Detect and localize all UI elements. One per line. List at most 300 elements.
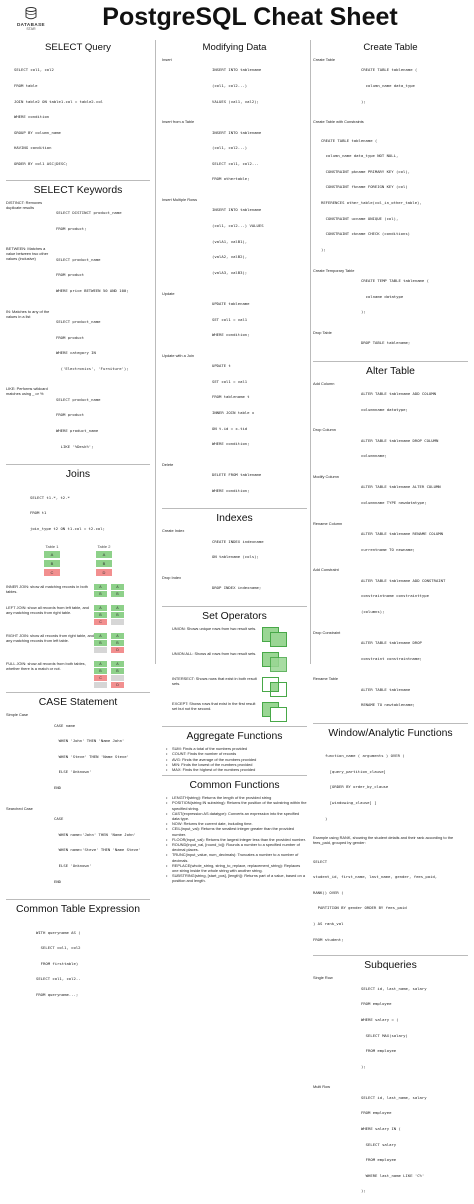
code-line: (valA1, valB1), bbox=[212, 238, 248, 244]
code-line: SET col1 = val1 bbox=[212, 316, 248, 322]
modify-code bbox=[212, 353, 307, 457]
modify-code bbox=[212, 462, 307, 504]
alter-add-constraint bbox=[313, 567, 468, 624]
create-label: Create Table bbox=[313, 57, 335, 62]
alter-label: Rename Column bbox=[313, 520, 343, 526]
code-line: END bbox=[54, 878, 62, 884]
join-cell: A bbox=[94, 584, 107, 590]
code-line: (valA3, valB3); bbox=[212, 269, 248, 275]
database-star-logo bbox=[8, 6, 54, 34]
create-table bbox=[313, 57, 468, 114]
index-code bbox=[212, 575, 307, 601]
create-label: Create Temporary Table bbox=[313, 267, 355, 273]
table1-cell: C bbox=[44, 569, 60, 576]
code-line: WHEN 'John' THEN 'Name John' bbox=[54, 738, 125, 744]
code-line: ELSE 'Unknown' bbox=[54, 769, 92, 775]
section-heading-create-table: Create Table bbox=[363, 42, 418, 53]
join-cell: A bbox=[94, 605, 107, 611]
table2-cell: A bbox=[96, 551, 112, 558]
code-line: currentname TO newname; bbox=[361, 546, 415, 552]
union-all-diagram bbox=[260, 651, 290, 671]
column-left bbox=[6, 38, 150, 997]
column-divider bbox=[310, 40, 311, 664]
keyword-description: LIKE: Performs wildcard matches using _ or % bbox=[6, 386, 48, 397]
divider bbox=[162, 606, 307, 607]
code-line: FROM student; bbox=[313, 936, 344, 942]
join-description: LEFT JOIN: show all records from left table, and any matching records from right table. bbox=[6, 605, 89, 616]
database-star-icon bbox=[23, 6, 39, 22]
index-create bbox=[162, 528, 307, 570]
code-line: ALTER TABLE tablename DROP bbox=[361, 639, 422, 645]
code-line: SELECT product_name bbox=[56, 256, 101, 262]
create-code bbox=[361, 57, 468, 114]
set-union-all bbox=[162, 651, 307, 671]
table1-label: Table 1 bbox=[45, 544, 59, 550]
modify-delete bbox=[162, 462, 307, 504]
code-line: WHERE salary IN ( bbox=[361, 1125, 401, 1131]
subquery-multi-row bbox=[313, 1084, 468, 1204]
keyword-distinct bbox=[6, 200, 150, 242]
code-line: ON tablename (cols); bbox=[212, 554, 259, 560]
create-constraints-code bbox=[313, 127, 468, 262]
function-item: • LENGTH(string): Returns the length of the provided string bbox=[162, 795, 307, 800]
divider bbox=[162, 775, 307, 776]
code-line: (col1, col2...) bbox=[212, 83, 248, 89]
logo-name: DATABASE bbox=[16, 22, 46, 27]
code-line: DROP TABLE tablename; bbox=[361, 340, 411, 346]
section-heading-common-functions: Common Functions bbox=[189, 780, 280, 792]
join-cell: A bbox=[111, 661, 124, 667]
join-cell: C bbox=[94, 619, 107, 625]
code-line: CREATE TABLE tablename ( bbox=[321, 137, 378, 143]
code-line: FROM queryname...; bbox=[36, 991, 79, 997]
table2-values bbox=[96, 551, 112, 577]
code-line: SET col1 = val1 bbox=[212, 378, 248, 384]
join-cell: A bbox=[94, 633, 107, 639]
alter-rename-table bbox=[313, 676, 468, 718]
code-line: CONSTRAINT fkname FOREIGN KEY (col) bbox=[321, 184, 408, 190]
code-line: WHEN name='John' THEN 'Name John' bbox=[54, 831, 136, 837]
alter-rename-column bbox=[313, 521, 468, 563]
code-line: FROM product; bbox=[56, 225, 87, 231]
keyword-description: BETWEEN: Matches a value between two other values (inclusive) bbox=[6, 246, 49, 262]
select-query-code bbox=[6, 57, 150, 177]
code-line: WITH queryname AS ( bbox=[36, 929, 81, 935]
divider bbox=[6, 180, 150, 181]
code-line: WHERE condition; bbox=[212, 487, 250, 493]
join-cell: C bbox=[94, 675, 107, 681]
code-line: CASE bbox=[54, 816, 64, 822]
code-line: INNER JOIN table x bbox=[212, 410, 255, 415]
alter-label: Add Column bbox=[313, 380, 335, 386]
code-line: WHERE product_name bbox=[56, 428, 99, 433]
alter-label: Modify Column bbox=[313, 474, 339, 480]
section-heading-joins: Joins bbox=[65, 469, 91, 481]
code-line: SELECT col1, col2 bbox=[36, 945, 81, 951]
code-line: [ORDER BY order_by_clause bbox=[325, 784, 389, 790]
join-cell: B bbox=[111, 591, 124, 597]
column-middle bbox=[162, 38, 307, 884]
function-item: • ROUND(input_val, [round_to]): Rounds a number to a specified number of decimal places. bbox=[162, 842, 307, 852]
modify-label: Insert from a Table bbox=[162, 119, 195, 125]
code-line: ON t.id = x.tid bbox=[212, 425, 248, 431]
code-line: SELECT id, last_name, salary bbox=[361, 985, 427, 991]
code-line: [windowing_clause] ] bbox=[325, 799, 377, 805]
keyword-code bbox=[56, 309, 150, 382]
alter-code bbox=[361, 676, 468, 718]
join-result-right bbox=[111, 605, 124, 626]
join-result-right bbox=[111, 633, 124, 654]
code-line: INSERT INTO tablename bbox=[212, 67, 262, 73]
section-heading-window-functions: Window/Analytic Functions bbox=[328, 727, 453, 739]
code-line: HAVING condition bbox=[14, 145, 52, 151]
section-heading-alter-table: Alter Table bbox=[366, 365, 415, 377]
code-line: columnname TYPE newdatatype; bbox=[361, 500, 427, 506]
code-line: SELECT id, last_name, salary bbox=[361, 1094, 427, 1100]
code-line: LIKE '%Desk%'; bbox=[56, 443, 94, 449]
set-b bbox=[270, 707, 287, 722]
alter-modify-column bbox=[313, 474, 468, 516]
code-line: [query_partition_clause] bbox=[325, 768, 386, 774]
join-cell: A bbox=[94, 661, 107, 667]
join-cell: B bbox=[111, 668, 124, 674]
code-line: student_id, first_name, last_name, gender, fees_paid, bbox=[313, 874, 438, 880]
set-description: UNION ALL: Shows all rows from two result sets. bbox=[172, 651, 257, 657]
code-line: CREATE TEMP TABLE tablename ( bbox=[361, 277, 429, 283]
modify-insert-multiple bbox=[162, 197, 307, 285]
code-line: colname datatype bbox=[361, 293, 404, 299]
code-line: SELECT col1, col2 bbox=[14, 67, 54, 73]
code-line: CONSTRAINT ucname UNIQUE (col), bbox=[321, 215, 399, 221]
section-heading-indexes: Indexes bbox=[216, 513, 253, 525]
window-syntax-code bbox=[313, 743, 468, 831]
right-join bbox=[6, 633, 150, 654]
set-description: INTERSECT: Shows rows that exist in both result sets. bbox=[172, 676, 257, 687]
function-item: • POSITION(string IN substring): Returns the position of the substring within the specified string. bbox=[162, 800, 307, 810]
modify-label: Delete bbox=[162, 461, 174, 467]
code-line: (col1, col2...) VALUES bbox=[212, 223, 264, 229]
join-result bbox=[94, 605, 124, 626]
function-item: • CAST(expression AS datatype): Converts an expression into the specified data type. bbox=[162, 811, 307, 821]
join-result bbox=[94, 584, 124, 598]
case-label: Searched Case bbox=[6, 805, 33, 811]
keyword-code bbox=[56, 386, 150, 459]
function-item: • CEIL(input_val): Returns the smallest integer greater than the provided number. bbox=[162, 826, 307, 836]
code-line: CASE name bbox=[54, 722, 76, 728]
code-line: column_name data_type bbox=[361, 83, 415, 89]
code-line: FROM employee bbox=[361, 1001, 392, 1007]
code-line: WHERE condition bbox=[14, 114, 50, 120]
code-line: function_name ( arguments ) OVER ( bbox=[325, 753, 405, 759]
alter-label: Drop Constraint bbox=[313, 629, 341, 635]
code-line: PARTITION BY gender ORDER BY fees_paid bbox=[313, 905, 407, 911]
section-heading-set-operators: Set Operators bbox=[202, 611, 267, 623]
code-line: ('Electronics', 'Furniture'); bbox=[56, 365, 129, 371]
code-line: ) bbox=[325, 815, 328, 821]
code-line: FROM product bbox=[56, 412, 85, 418]
table2-label: Table 2 bbox=[97, 544, 111, 550]
create-label: Drop Table bbox=[313, 329, 332, 335]
modify-code bbox=[212, 57, 307, 114]
keyword-code bbox=[56, 200, 150, 242]
subquery-label: Multi Row bbox=[313, 1084, 331, 1090]
code-line: DELETE FROM tablename bbox=[212, 472, 262, 478]
code-line: INSERT INTO tablename bbox=[212, 129, 262, 135]
code-line: ALTER TABLE tablename bbox=[361, 686, 411, 692]
alter-code bbox=[361, 521, 468, 563]
keyword-description: IN: Matches to any of the values in a list bbox=[6, 308, 50, 319]
union-diagram bbox=[260, 626, 290, 646]
code-line: FROM othertable; bbox=[212, 176, 250, 182]
divider bbox=[162, 508, 307, 509]
code-line: join_type t2 ON t1.col = t2.col; bbox=[30, 525, 105, 531]
code-line: WHERE condition; bbox=[212, 332, 250, 338]
divider bbox=[313, 723, 468, 724]
code-line: CONSTRAINT pkname PRIMARY KEY (col), bbox=[321, 168, 411, 174]
modify-code bbox=[212, 197, 307, 285]
join-cell: B bbox=[94, 668, 107, 674]
code-line: ORDER BY col1 ASC|DESC; bbox=[14, 161, 68, 167]
code-line: constraint constraintname; bbox=[361, 655, 422, 661]
create-temp-table bbox=[313, 268, 468, 325]
code-line: ) AS rank_val bbox=[313, 921, 344, 927]
section-heading-modifying-data: Modifying Data bbox=[202, 42, 267, 53]
aggregate-item: • MAX: Finds the highest of the numbers provided bbox=[162, 767, 307, 772]
code-line: WHEN 'Steve' THEN 'Name Steve' bbox=[54, 753, 129, 759]
section-heading-select-query: SELECT Query bbox=[45, 42, 111, 53]
code-line: UPDATE t bbox=[212, 363, 231, 369]
modify-label: Update with a Join bbox=[162, 352, 195, 358]
function-item: • NOW: Returns the current date, including time. bbox=[162, 821, 307, 826]
code-line: ALTER TABLE tablename ADD COLUMN bbox=[361, 391, 436, 397]
alter-drop-constraint bbox=[313, 630, 468, 672]
code-line: SELECT MAX(salary) bbox=[361, 1032, 408, 1038]
case-code bbox=[54, 806, 150, 894]
modify-insert bbox=[162, 57, 307, 114]
function-item: • SUBSTRING(string, [start_pos], [length]): Returns part of a value, based on a position and length. bbox=[162, 873, 307, 883]
set-b bbox=[270, 657, 287, 672]
divider bbox=[6, 692, 150, 693]
code-line: SELECT col1, col2... bbox=[212, 160, 259, 166]
table2-cell: B bbox=[96, 560, 112, 567]
keyword-code bbox=[56, 246, 150, 303]
case-searched bbox=[6, 806, 150, 894]
code-line: ALTER TABLE tablename RENAME COLUMN bbox=[361, 531, 443, 537]
code-line: (columns); bbox=[361, 608, 385, 614]
set-intersect bbox=[162, 676, 307, 696]
case-simple bbox=[6, 712, 150, 800]
join-cell: A bbox=[111, 584, 124, 590]
alter-label: Rename Table bbox=[313, 676, 339, 682]
join-cell: D bbox=[111, 647, 124, 653]
join-source-tables bbox=[6, 551, 150, 577]
modify-label: Update bbox=[162, 290, 175, 296]
code-line: FROM employee bbox=[361, 1048, 397, 1054]
code-line: CONSTRAINT ckname CHECK (conditions) bbox=[321, 231, 411, 237]
except-diagram bbox=[260, 701, 290, 721]
function-item: • TRUNC(input_value, num_decimals): Truncates a number to a number of decimals. bbox=[162, 852, 307, 862]
keyword-between bbox=[6, 246, 150, 303]
create-code bbox=[361, 268, 468, 325]
section-heading-subqueries: Subqueries bbox=[364, 960, 417, 972]
code-line: ELSE 'Unknown' bbox=[54, 862, 92, 868]
divider bbox=[162, 726, 307, 727]
code-line: END bbox=[54, 785, 62, 791]
join-cell: B bbox=[94, 640, 107, 646]
code-line: FROM firsttable) bbox=[36, 960, 79, 966]
aggregate-item: • COUNT: Finds the number of records bbox=[162, 751, 307, 756]
code-line: WHEN name='Steve' THEN 'Name Steve' bbox=[54, 847, 141, 853]
code-line: SELECT t1.*, t2.* bbox=[30, 494, 70, 500]
subquery-code bbox=[361, 1084, 468, 1204]
code-line: SELECT DISTINCT product_name bbox=[56, 210, 122, 216]
code-line: ); bbox=[321, 246, 326, 252]
code-line: ); bbox=[361, 98, 366, 104]
join-cell: A bbox=[111, 633, 124, 639]
divider bbox=[6, 899, 150, 900]
code-line: CREATE TABLE tablename ( bbox=[361, 67, 418, 73]
cte-code bbox=[6, 919, 150, 1007]
modify-update bbox=[162, 291, 307, 348]
code-line: constraintname constrainttype bbox=[361, 593, 429, 599]
join-result-left bbox=[94, 633, 107, 654]
table1-cell: B bbox=[44, 560, 60, 567]
code-line: UPDATE tablename bbox=[212, 300, 250, 306]
code-line: ALTER TABLE tablename DROP COLUMN bbox=[361, 437, 439, 443]
section-heading-case: CASE Statement bbox=[38, 697, 118, 709]
join-cell: A bbox=[111, 605, 124, 611]
alter-code bbox=[361, 427, 468, 469]
alter-code bbox=[361, 630, 468, 672]
code-line: REFERENCES other_table(col_in_other_table), bbox=[321, 200, 422, 206]
code-line: columnname; bbox=[361, 453, 387, 459]
alter-add-column bbox=[313, 381, 468, 423]
modify-insert-from-table bbox=[162, 119, 307, 192]
modify-label: Insert Multiple Rows bbox=[162, 197, 198, 203]
window-example-text: Example using RANK, showing the student details and their rank according to the fees_paid, grouped by gender: bbox=[313, 835, 454, 846]
code-line: GROUP BY column_name bbox=[14, 129, 61, 135]
subquery-label: Single Row bbox=[313, 975, 333, 981]
join-cell: B bbox=[94, 612, 107, 618]
set-description: EXCEPT: Shows rows that exist in the first result set but not the second. bbox=[172, 701, 256, 712]
case-label: Simple Case bbox=[6, 712, 29, 718]
code-line: CREATE INDEX indexname bbox=[212, 538, 264, 544]
case-code bbox=[54, 712, 150, 800]
keyword-in bbox=[6, 309, 150, 382]
code-line: SELECT bbox=[313, 858, 328, 864]
code-line: ALTER TABLE tablename ALTER COLUMN bbox=[361, 484, 441, 490]
table2-cell: D bbox=[96, 569, 112, 576]
code-line: FROM product bbox=[56, 272, 85, 278]
code-line: FROM employee bbox=[361, 1157, 397, 1163]
table1-cell: A bbox=[44, 551, 60, 558]
join-result-left bbox=[94, 605, 107, 626]
code-line: ); bbox=[361, 1063, 366, 1069]
create-label: Create Table with Constraints bbox=[313, 119, 364, 125]
code-line: VALUES (val1, val2); bbox=[212, 98, 259, 104]
code-line: FROM table bbox=[14, 83, 38, 89]
code-line: SELECT salary bbox=[361, 1141, 397, 1147]
modify-update-join bbox=[162, 353, 307, 457]
alter-drop-column bbox=[313, 427, 468, 469]
alter-code bbox=[361, 381, 468, 423]
keyword-description: DISTINCT: Removes duplicate results bbox=[6, 199, 43, 210]
join-result-right bbox=[111, 584, 124, 598]
create-code bbox=[361, 330, 468, 356]
code-line: SELECT product_name bbox=[56, 318, 101, 324]
join-cell-empty bbox=[111, 675, 124, 681]
code-line: columnname datatype; bbox=[361, 406, 408, 412]
logo-tagline: STAR bbox=[26, 27, 36, 31]
modify-label: Insert bbox=[162, 57, 172, 62]
code-line: FROM t1 bbox=[30, 510, 47, 516]
code-line: ); bbox=[361, 1188, 366, 1194]
code-line: FROM employee bbox=[361, 1110, 392, 1116]
divider bbox=[313, 955, 468, 956]
modify-code bbox=[212, 119, 307, 192]
section-heading-aggregate: Aggregate Functions bbox=[186, 731, 283, 743]
drop-table bbox=[313, 330, 468, 356]
column-right bbox=[313, 38, 468, 1194]
aggregate-item: • SUM: Finds a total of the numbers provided bbox=[162, 746, 307, 751]
column-divider bbox=[155, 40, 156, 664]
code-line: WHERE last_name LIKE 'C%' bbox=[361, 1172, 425, 1178]
code-line: FROM product bbox=[56, 334, 85, 340]
function-item: • FLOOR(input_val): Returns the largest integer less than the provided number. bbox=[162, 837, 307, 842]
index-label: Drop Index bbox=[162, 575, 182, 581]
divider bbox=[6, 464, 150, 465]
section-heading-select-keywords: SELECT Keywords bbox=[33, 184, 123, 196]
code-line: DROP INDEX indexname; bbox=[212, 585, 262, 591]
code-line: ALTER TABLE tablename ADD CONSTRAINT bbox=[361, 577, 446, 583]
alter-label: Add Constraint bbox=[313, 567, 339, 573]
code-line: INSERT INTO tablename bbox=[212, 207, 262, 213]
join-cell: D bbox=[111, 682, 124, 688]
aggregate-item: • AVG: Finds the average of the numbers provided bbox=[162, 757, 307, 762]
code-line: WHERE price BETWEEN 50 AND 100; bbox=[56, 287, 129, 293]
set-b bbox=[270, 632, 287, 647]
set-description: UNION: Shows unique rows from two result sets. bbox=[172, 626, 257, 632]
join-description: FULL JOIN: show all records from both tables, whether there is a match or not. bbox=[6, 661, 86, 672]
full-join bbox=[6, 661, 150, 689]
code-line: JOIN table2 ON table1.col = table2.col bbox=[14, 98, 104, 104]
index-code bbox=[212, 528, 307, 570]
joins-code bbox=[6, 484, 150, 541]
alter-label: Drop Column bbox=[313, 427, 336, 433]
code-line: RENAME TO newtablename; bbox=[361, 702, 415, 708]
subquery-single-row bbox=[313, 975, 468, 1079]
alter-code bbox=[361, 567, 468, 624]
modify-code bbox=[212, 291, 307, 348]
join-description: INNER JOIN: show all matching records in both tables. bbox=[6, 584, 88, 595]
function-item: • REPLACE(whole_string, string_to_replace, replacement_string): Replaces one string inside the whole string with another string. bbox=[162, 863, 307, 873]
divider bbox=[313, 361, 468, 362]
left-join bbox=[6, 605, 150, 626]
table1-values bbox=[44, 551, 60, 577]
code-line: (valA2, valB2), bbox=[212, 254, 248, 260]
join-table-headers bbox=[6, 544, 150, 549]
intersection-fill bbox=[271, 683, 278, 691]
join-cell-empty bbox=[94, 682, 107, 688]
section-heading-cte: Common Table Expression bbox=[16, 904, 140, 916]
subquery-code bbox=[361, 975, 468, 1079]
code-line: WHERE condition; bbox=[212, 441, 250, 447]
intersect-diagram bbox=[260, 676, 290, 696]
code-line: (col1, col2...) bbox=[212, 145, 248, 151]
index-drop bbox=[162, 575, 307, 601]
code-line: ); bbox=[361, 309, 366, 315]
set-union bbox=[162, 626, 307, 646]
